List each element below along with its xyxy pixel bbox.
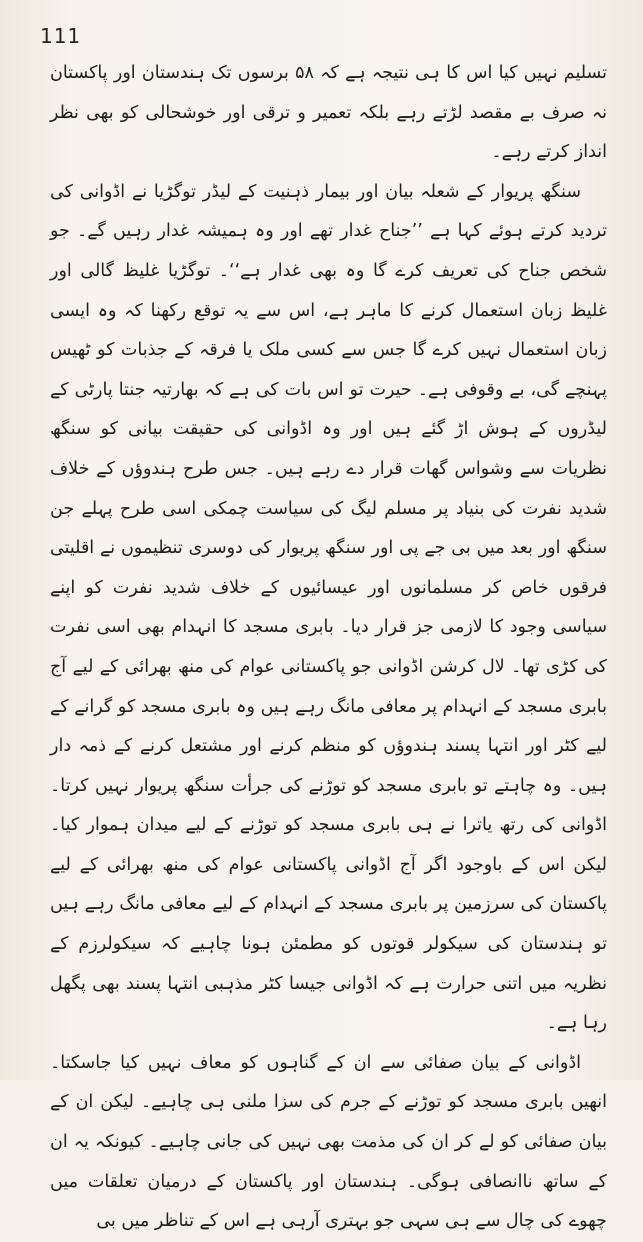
paragraph-3: اڈوانی کے بیان صفائی سے ان کے گناہوں کو معاف نہیں کیا جاسکتا۔ انھیں بابری مسجد کو توڑنے کے جرم کی سزا ملنی ہی چاہیے۔ لیکن ان کے بیان صفائی کو لے کر ان کی مذمت بھی نہیں کی جانی چاہیے۔ کیونکہ یہ ان کے ساتھ ناانصافی ہوگی۔ ہندستان اور پاکستان کے درمیان تعلقات میں چھوے کی چال سے ہی سہی جو بہتری آرہی ہے اس کے تناظر میں بی — [50, 1052, 607, 1232]
page-number: 111 — [40, 24, 82, 48]
page-body-text — [50, 54, 607, 1242]
paragraph-2: سنگھ پریوار کے شعلہ بیان اور بیمار ذہنیت کے لیڈر توگڑیا نے اڈوانی کی تردید کرتے ہوئے کہا ہے ’’جناح غدار تھے اور وہ ہمیشہ غدار رہیں گے۔ جو شخص جناح کی تعریف کرے گا وہ بھی غدار ہے‘‘۔ توگڑیا غلیظ گالی اور غلیظ زبان استعمال کرنے کا ماہر ہے، اس سے یہ توقع رکھنا کہ وہ ایسی زبان استعمال نہیں کرے گا جس سے کسی ملک یا فرقہ کے جذبات کو ٹھیس پہنچے گی، بے وقوفی ہے۔ حیرت تو اس بات کی ہے کہ بھارتیہ جنتا پارٹی کے لیڈروں کے ہوش اڑ گئے ہیں اور وہ اڈوانی کی حقیقت بیانی کو سنگھ نظریات سے وشواس گھات قرار دے رہے ہیں۔ جس طرح ہندوؤں کے خلاف شدید نفرت کی بنیاد پر مسلم لیگ کی سیاست چمکی اسی طرح پہلے جن سنگھ اور بعد میں بی جے پی اور سنگھ پریوار کی دوسری تنظیموں نے اقلیتی فرقوں خاص کر مسلمانوں اور عیسائیوں کے خلاف شدید نفرت کو اپنے سیاسی وجود کا لازمی جز قرار دیا۔ بابری مسجد کا انہدام بھی اسی نفرت کی کڑی تھا۔ لال کرشن اڈوانی جو پاکستانی عوام کی منھ بھرائی کے لیے آج بابری مسجد کے انہدام پر معافی مانگ رہے ہیں وہ بابری مسجد کو گرانے کے لیے کٹر اور انتہا پسند ہندوؤں کو منظم کرنے اور مشتعل کرنے کے ذمہ دار ہیں۔ وہ چاہتے تو بابری مسجد کو توڑنے کی جرأت سنگھ پریوار نہیں کرتا۔ اڈوانی کی رتھ یاترا نے ہی بابری مسجد کو توڑنے کے لیے میدان ہموار کیا۔ لیکن اس کے باوجود اگر آج اڈوانی پاکستانی عوام کی منھ بھرائی کے لیے پاکستان کی سرزمین پر بابری مسجد کے انہدام کے لیے معافی مانگ رہے ہیں تو ہندستان کی سیکولر قوتوں کو مطمئن ہونا چاہیے کہ سیکولرزم کے نظریہ میں اتنی حرارت ہے کہ اڈوانی جیسا کٹر مذہبی انتہا پسند بھی پگھل رہا ہے۔ — [50, 181, 607, 1034]
paragraph-1: تسلیم نہیں کیا اس کا ہی نتیجہ ہے کہ ۵۸ برسوں تک ہندستان اور پاکستان نہ صرف بے مقصد لڑتے رہے بلکہ تعمیر و ترقی اور خوشحالی کو بھی نظر انداز کرتے رہے۔ — [50, 63, 607, 163]
